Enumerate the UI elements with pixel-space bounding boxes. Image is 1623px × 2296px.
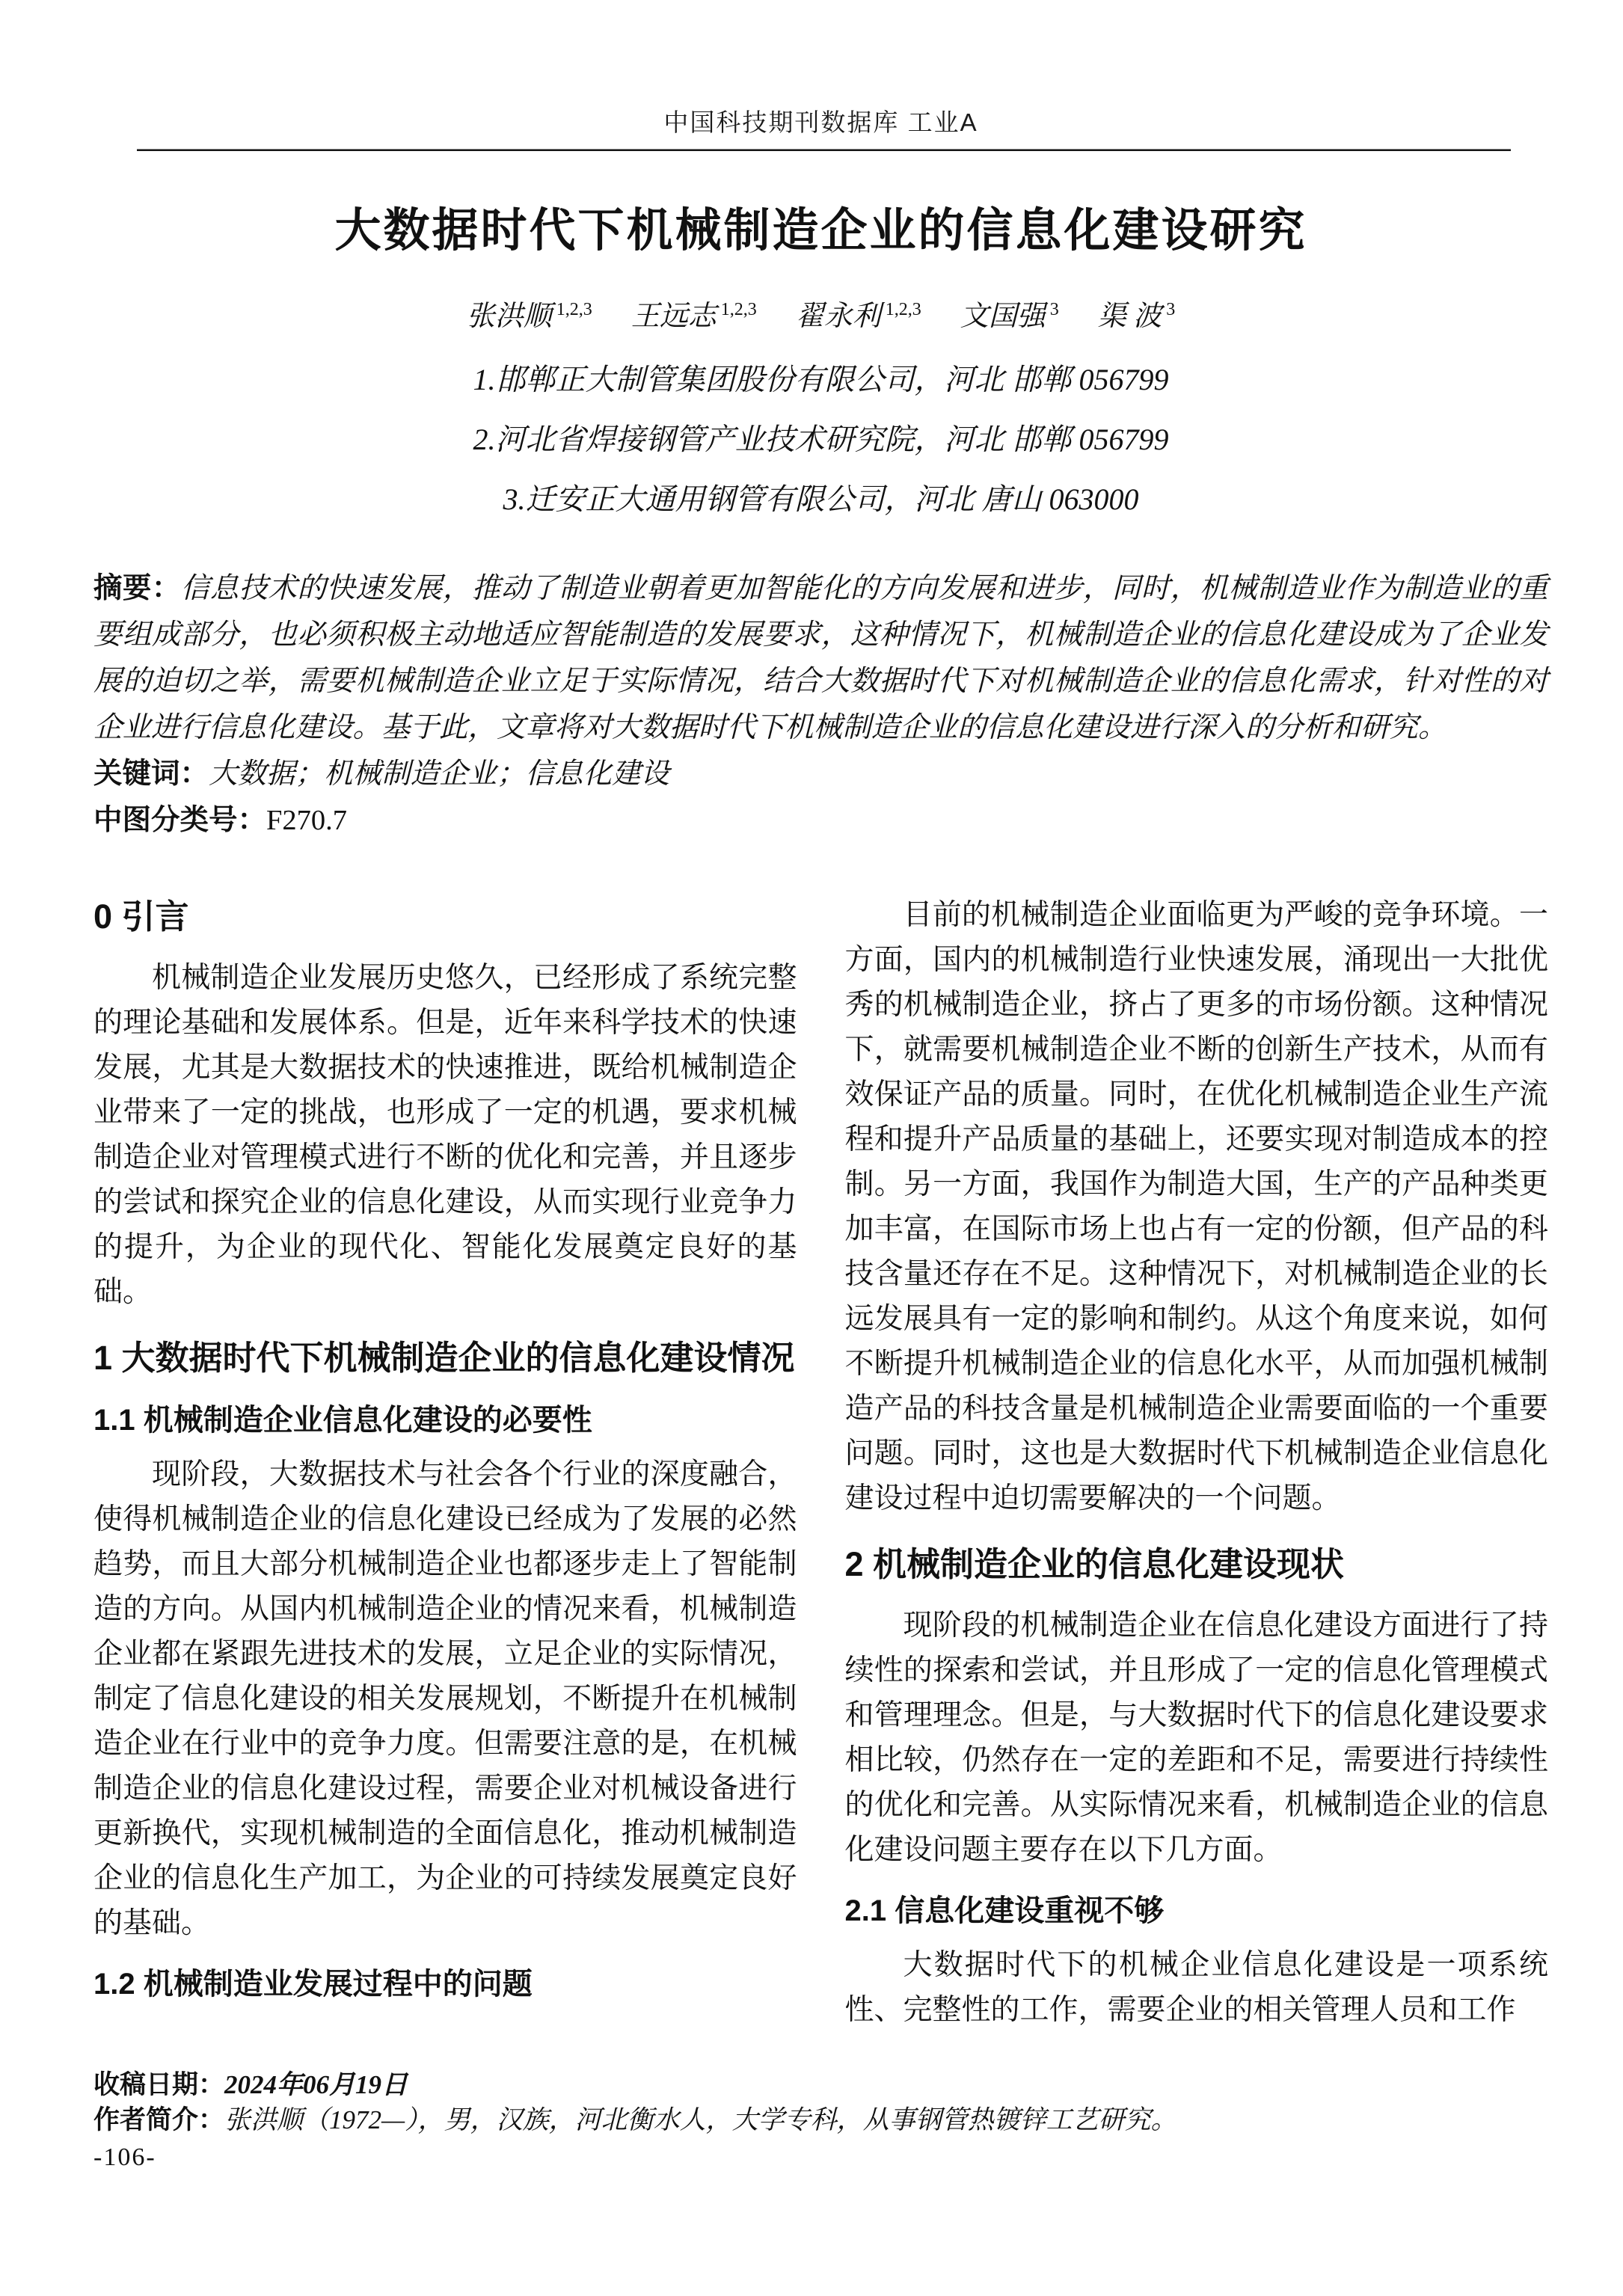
body-paragraph: 大数据时代下的机械企业信息化建设是一项系统性、完整性的工作，需要企业的相关管理人员和工作 bbox=[844, 1949, 1548, 2026]
author-name: 文国强 bbox=[960, 301, 1046, 332]
body-paragraph: 现阶段，大数据技术与社会各个行业的深度融合，使得机械制造企业的信息化建设已经成为了发展的必然趋势，而且大部分机械制造企业也都逐步走上了智能制造的方向。从国内机械制造企业的情况来看，机械制造企业都在紧跟先进技术的发展，立足企业的实际情况，制定了信息化建设的相关发展规划，不断提升在机械制造企业在行业中的竞争力度。但需要注意的是，在机械制造企业的信息化建设过程，需要企业对机械设备进行更新换代，实现机械制造的全面信息化，推动机械制造企业的信息化生产加工，为企业的可持续发展奠定良好的基础。 bbox=[93, 1458, 797, 1939]
author-affiliation-sup: 3 bbox=[1166, 300, 1176, 320]
body-paragraph: 机械制造企业发展历史悠久，已经形成了系统完整的理论基础和发展体系。但是，近年来科学技术的快速发展，尤其是大数据技术的快速推进，既给机械制造企业带来了一定的挑战，也形成了一定的机遇，要求机械制造企业对管理模式进行不断的优化和完善，并且逐步的尝试和探究企业的信息化建设，从而实现行业竞争力的提升，为企业的现代化、智能化发展奠定良好的基础。 bbox=[93, 962, 797, 1308]
author-affiliation-sup: 1,2,3 bbox=[556, 300, 592, 320]
column-left bbox=[93, 893, 797, 2033]
affiliation-line: 1.邯郸正大制管集团股份有限公司，河北 邯郸 056799 bbox=[473, 363, 1169, 396]
author-bio-value: 张洪顺（1972—），男，汉族，河北衡水人，大学专科，从事钢管热镀锌工艺研究。 bbox=[224, 2105, 1177, 2134]
author-affiliation-sup: 1,2,3 bbox=[720, 300, 757, 320]
subsection-heading: 1.2 机械制造业发展过程中的问题 bbox=[93, 1968, 533, 2001]
author bbox=[796, 301, 921, 332]
abstract-line bbox=[93, 565, 1548, 751]
section-heading: 2 机械制造企业的信息化建设现状 bbox=[844, 1545, 1345, 1583]
author bbox=[1098, 301, 1176, 332]
section-heading: 0 引言 bbox=[93, 897, 189, 936]
author-bio-line bbox=[93, 2102, 1548, 2137]
subsection-heading: 1.1 机械制造企业信息化建设的必要性 bbox=[93, 1404, 592, 1437]
clc-label: 中图分类号： bbox=[93, 804, 267, 836]
author bbox=[467, 301, 592, 332]
subsection-heading: 2.1 信息化建设重视不够 bbox=[844, 1894, 1165, 1927]
author-name: 王远志 bbox=[631, 301, 717, 332]
author-affiliation-sup: 1,2,3 bbox=[885, 300, 921, 320]
affiliation-line: 3.迁安正大通用钢管有限公司，河北 唐山 063000 bbox=[503, 482, 1139, 516]
journal-header: 中国科技期刊数据库 工业A bbox=[663, 108, 978, 136]
author-bio-label: 作者简介： bbox=[93, 2105, 225, 2134]
page-number: -106- bbox=[93, 2143, 156, 2171]
keywords-label: 关键词： bbox=[93, 758, 209, 790]
author-name: 渠 波 bbox=[1097, 301, 1162, 332]
author bbox=[960, 301, 1059, 332]
received-date-label: 收稿日期： bbox=[93, 2070, 225, 2099]
author-affiliation-sup: 3 bbox=[1049, 300, 1059, 320]
body-columns bbox=[93, 893, 1548, 2033]
keywords-line bbox=[93, 751, 1548, 797]
author-name: 张洪顺 bbox=[466, 301, 552, 332]
author bbox=[631, 301, 757, 332]
clc-value: F270.7 bbox=[266, 805, 348, 836]
affiliations bbox=[93, 350, 1548, 530]
header-rule bbox=[137, 149, 1511, 151]
received-date-value: 2024年06月19日 bbox=[224, 2070, 408, 2099]
article-title: 大数据时代下机械制造企业的信息化建设研究 bbox=[334, 205, 1307, 257]
abstract-label: 摘要： bbox=[93, 572, 181, 604]
column-right bbox=[845, 893, 1549, 2033]
page-footer bbox=[93, 2067, 1548, 2172]
body-paragraph: 目前的机械制造企业面临更为严峻的竞争环境。一方面，国内的机械制造行业快速发展，涌现出一大批优秀的机械制造企业，挤占了更多的市场份额。这种情况下，就需要机械制造企业不断的创新生产技术，从而有效保证产品的质量。同时，在优化机械制造企业生产流程和提升产品质量的基础上，还要实现对制造成本的控制。另一方面，我国作为制造大国，生产的产品种类更加丰富，在国际市场上也占有一定的份额，但产品的科技含量还存在不足。这种情况下，对机械制造企业的长远发展具有一定的影响和制约。从这个角度来说，如何不断提升机械制造企业的信息化水平，从而加强机械制造产品的科技含量是机械制造企业需要面临的一个重要问题。同时，这也是大数据时代下机械制造企业信息化建设过程中迫切需要解决的一个问题。 bbox=[844, 899, 1548, 1514]
keywords-text: 大数据；机械制造企业；信息化建设 bbox=[209, 758, 670, 790]
abstract-block bbox=[93, 565, 1548, 844]
authors-line bbox=[93, 292, 1548, 334]
author-name: 翟永利 bbox=[795, 301, 881, 332]
clc-line bbox=[93, 797, 1548, 844]
affiliation-line: 2.河北省焊接钢管产业技术研究院，河北 邯郸 056799 bbox=[473, 423, 1169, 456]
body-paragraph: 现阶段的机械制造企业在信息化建设方面进行了持续性的探索和尝试，并且形成了一定的信息化管理模式和管理理念。但是，与大数据时代下的信息化建设要求相比较，仍然存在一定的差距和不足，需要进行持续性的优化和完善。从实际情况来看，机械制造企业的信息化建设问题主要存在以下几方面。 bbox=[844, 1609, 1548, 1866]
abstract-text: 信息技术的快速发展，推动了制造业朝着更加智能化的方向发展和进步，同时，机械制造业作为制造业的重要组成部分，也必须积极主动地适应智能制造的发展要求，这种情况下，机械制造企业的信息化建设成为了企业发展的迫切之举，需要机械制造企业立足于实际情况，结合大数据时代下对机械制造企业的信息化需求，针对性的对企业进行信息化建设。基于此，文章将对大数据时代下机械制造企业的信息化建设进行深入的分析和研究。 bbox=[93, 573, 1548, 743]
received-date-line bbox=[93, 2067, 1548, 2102]
section-heading: 1 大数据时代下机械制造企业的信息化建设情况 bbox=[93, 1339, 795, 1377]
